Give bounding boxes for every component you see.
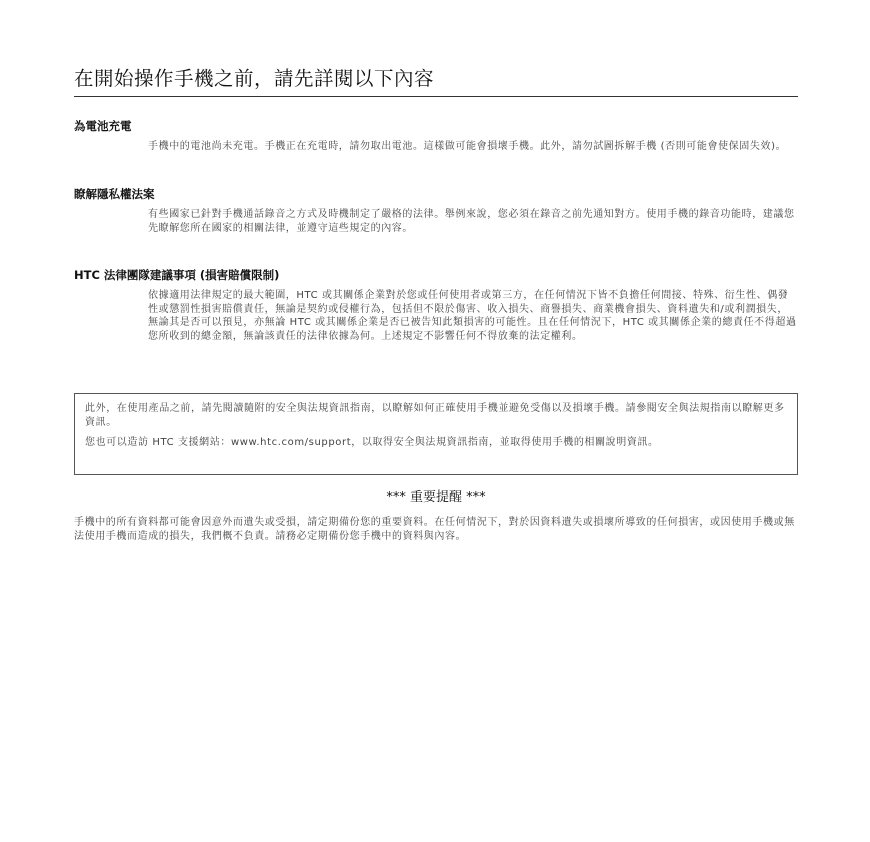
section-heading-legal: HTC 法律團隊建議事項 (損害賠償限制) [74,268,280,282]
reminder-title: *** 重要提醒 *** [386,490,486,505]
reminder-body: 手機中的所有資料都可能會因意外而遺失或受損，請定期備份您的重要資料。在任何情況下，對於因資料遺失或損壞所導致的任何損害，或因使用手機或無法使用手機而造成的損失，我們概不負責。請務必定期備份您手機中的資料與內容。 [74,517,795,542]
section-body-battery: 手機中的電池尚未充電。手機正在充電時，請勿取出電池。這樣做可能會損壞手機。此外，請勿試圖拆解手機 (否則可能會使保固失效)。 [148,141,787,152]
safety-notice-box [74,393,798,475]
safety-notice-text: 此外，在使用產品之前，請先閱讀隨附的安全與法規資訊指南，以瞭解如何正確使用手機並避免受傷以及損壞手機。請參閱安全與法規指南以瞭解更多資訊。 [85,403,785,428]
section-heading-privacy: 瞭解隱私權法案 [74,187,155,201]
section-heading-battery: 為電池充電 [74,119,132,133]
section-body-legal: 依據適用法律規定的最大範圍，HTC 或其關係企業對於您或任何使用者或第三方，在任何情況下皆不負擔任何間接、特殊、衍生性、偶發性或懲罰性損害賠償責任，無論是契約或侵權行為，包括但不限於傷害、收入損失、商譽損失、商業機會損失、資料遺失和/或利潤損失，無論其是否可以預見，亦無論 HTC 或其關係企業是否已被告知此類損害的可能性。且在任何情況下，HTC 或其關係企業的總責任不得超過您所收到的總金額，無論該責任的法律依據為何。上述規定不影響任何不得放棄的法定權利。 [148,290,797,342]
title-divider [74,96,798,97]
section-body-privacy: 有些國家已針對手機通話錄音之方式及時機制定了嚴格的法律。舉例來說，您必須在錄音之前先通知對方。使用手機的錄音功能時，建議您先瞭解您所在國家的相關法律，並遵守這些規定的內容。 [148,209,795,234]
page-title: 在開始操作手機之前，請先詳閱以下內容 [74,67,435,90]
support-notice-text: 您也可以造訪 HTC 支援網站：www.htc.com/support，以取得安全與法規資訊指南，並取得使用手機的相關說明資訊。 [85,437,659,448]
